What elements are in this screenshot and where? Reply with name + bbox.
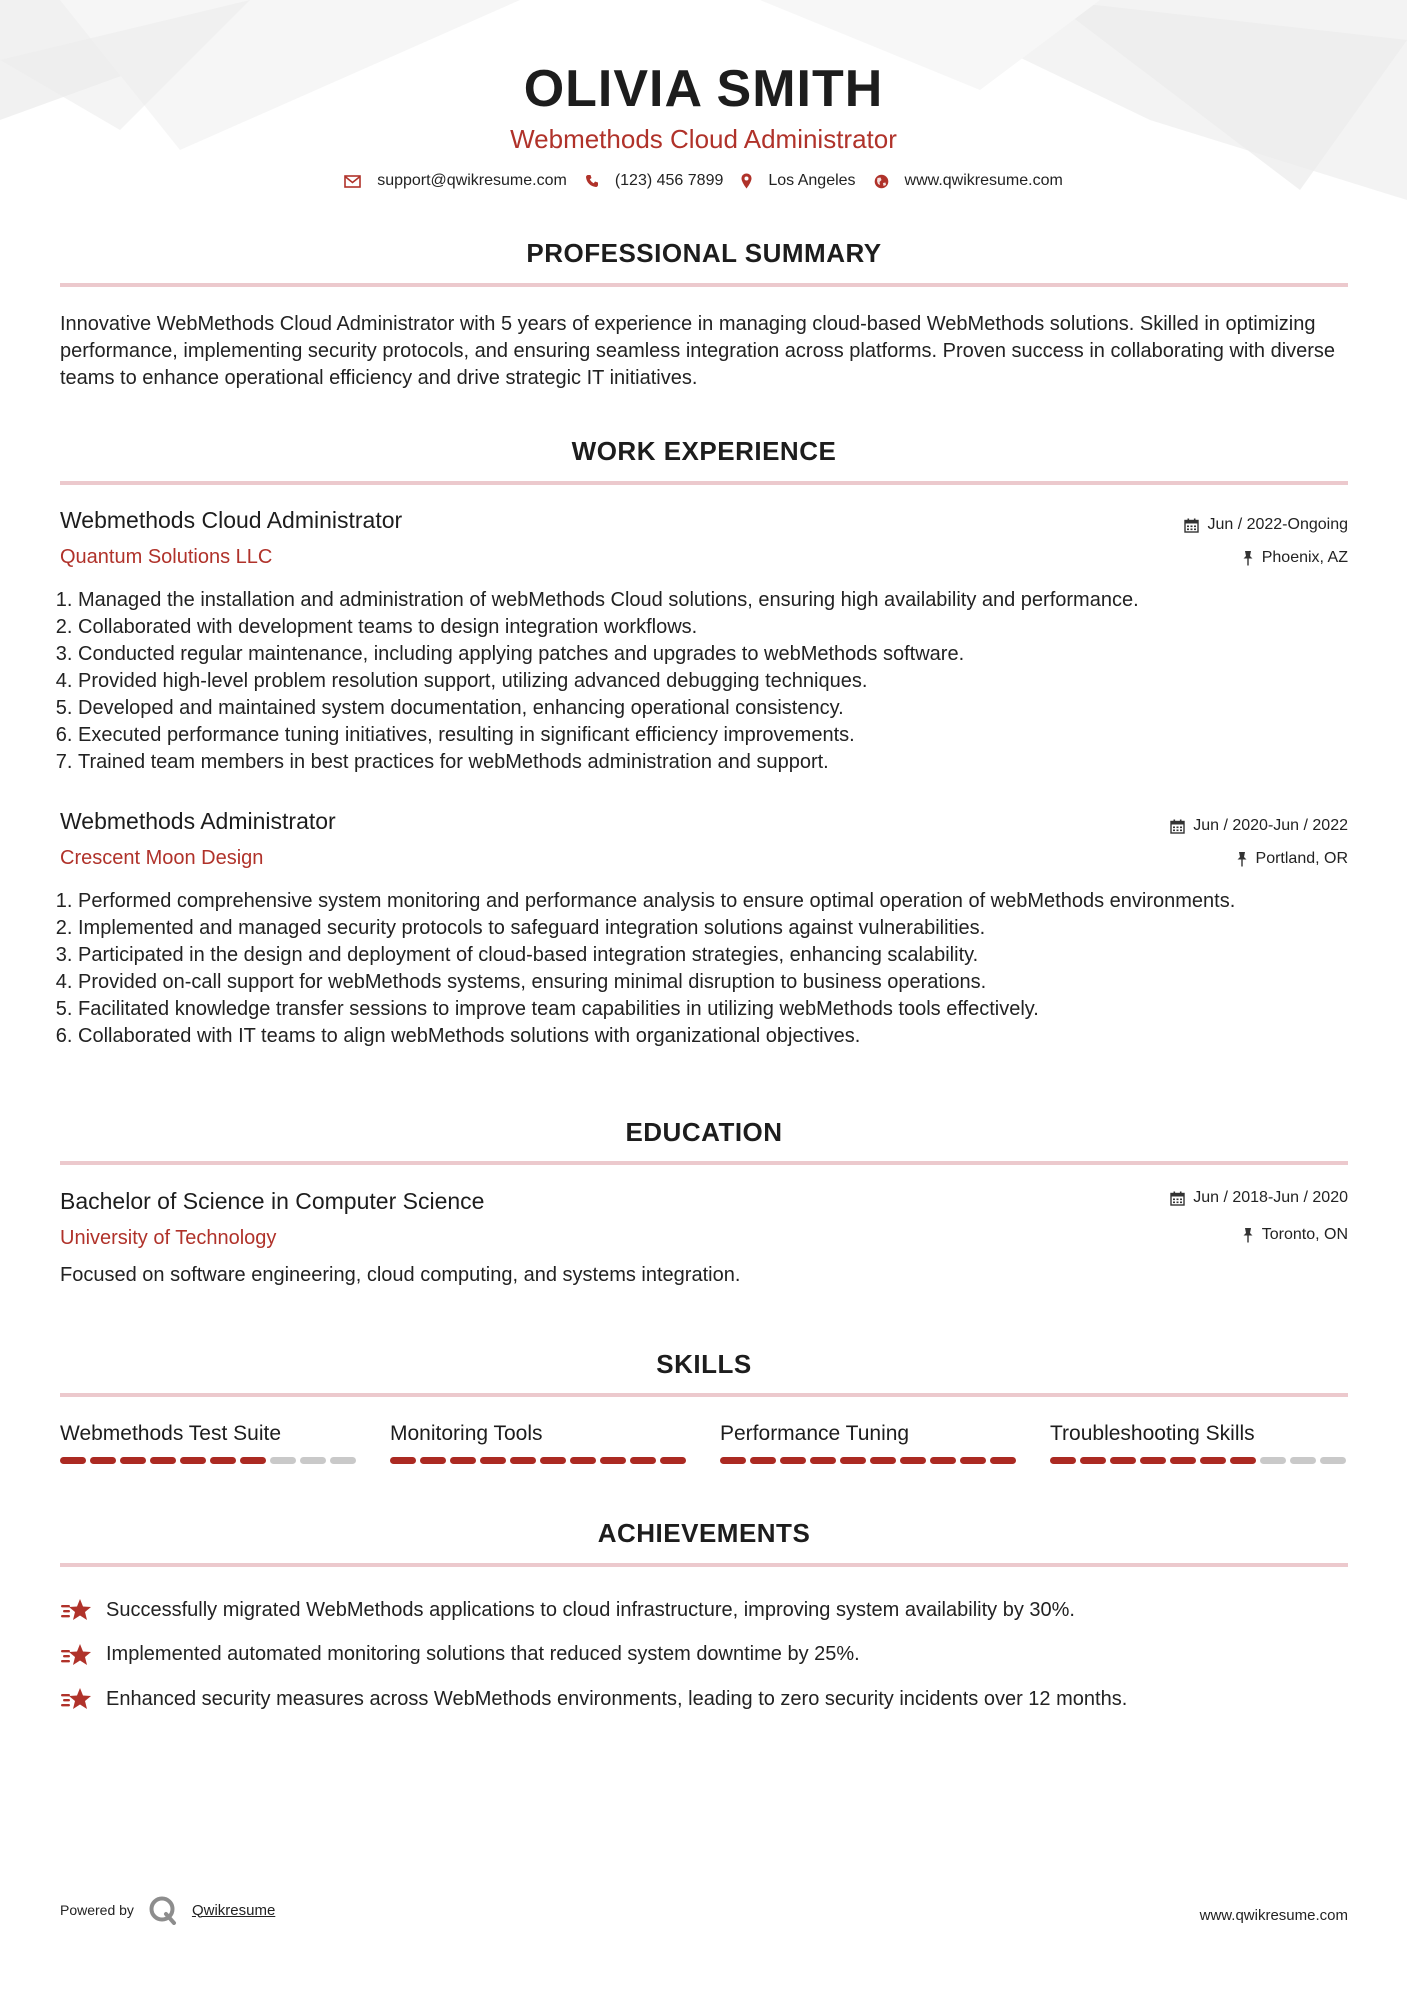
skill-item xyxy=(1050,1420,1350,1464)
list-item: 4. Provided high-level problem resolution support, utilizing advanced debugging techniques. xyxy=(78,668,1378,695)
skill-segment-empty xyxy=(1260,1457,1286,1464)
skill-segment-filled xyxy=(900,1457,926,1464)
star-icon xyxy=(60,1642,92,1668)
skill-name: Performance Tuning xyxy=(720,1422,910,1445)
skill-name: Troubleshooting Skills xyxy=(1050,1422,1255,1445)
job-2-bullets xyxy=(60,888,1378,1050)
candidate-title: Webmethods Cloud Administrator xyxy=(510,124,897,154)
experience-divider xyxy=(60,481,1348,485)
skill-segment-empty xyxy=(330,1457,356,1464)
list-item: 1. Performed comprehensive system monitoring and performance analysis to ensure optimal operation of webMethods environments. xyxy=(78,888,1378,915)
skill-segment-empty xyxy=(1290,1457,1316,1464)
job-2-title: Webmethods Administrator xyxy=(60,808,336,834)
skill-segment-filled xyxy=(810,1457,836,1464)
skill-segment-filled xyxy=(210,1457,236,1464)
star-icon xyxy=(60,1597,92,1623)
envelope-icon xyxy=(344,175,361,188)
skill-segment-filled xyxy=(780,1457,806,1464)
skill-segment-filled xyxy=(960,1457,986,1464)
pushpin-icon xyxy=(1242,1227,1254,1243)
job-1-location xyxy=(1242,549,1348,567)
skill-item xyxy=(60,1420,360,1464)
skill-segment-filled xyxy=(660,1457,686,1464)
education-dates-text: Jun / 2018-Jun / 2020 xyxy=(1193,1189,1348,1206)
website-text: www.qwikresume.com xyxy=(904,172,1063,189)
summary-divider xyxy=(60,283,1348,287)
skill-name: Webmethods Test Suite xyxy=(60,1422,282,1445)
contact-website[interactable] xyxy=(874,172,1063,190)
skill-segment-filled xyxy=(990,1457,1016,1464)
calendar-icon xyxy=(1170,819,1185,834)
footer-powered-by xyxy=(60,1895,275,1925)
email-text: support@qwikresume.com xyxy=(377,172,567,189)
achievements-list xyxy=(60,1588,1350,1722)
skill-segment-filled xyxy=(1230,1457,1256,1464)
education-location-text: Toronto, ON xyxy=(1261,1226,1348,1243)
skill-segment-filled xyxy=(1170,1457,1196,1464)
star-icon xyxy=(60,1686,92,1712)
skill-segment-filled xyxy=(1080,1457,1106,1464)
footer-website[interactable]: www.qwikresume.com xyxy=(1199,1907,1348,1924)
achievement-text: Successfully migrated WebMethods applications to cloud infrastructure, improving system availability by 30%. xyxy=(106,1598,1075,1621)
qwikresume-link[interactable]: Qwikresume xyxy=(191,1901,276,1919)
list-item: 5. Developed and maintained system documentation, enhancing operational consistency. xyxy=(78,695,1378,722)
skills-grid xyxy=(60,1420,1350,1464)
skills-divider xyxy=(60,1393,1348,1397)
pushpin-icon xyxy=(1242,550,1254,566)
list-item: 2. Collaborated with development teams to design integration workflows. xyxy=(78,614,1378,641)
powered-by-label: Powered by xyxy=(60,1902,134,1918)
skill-segment-filled xyxy=(600,1457,626,1464)
calendar-icon xyxy=(1170,1191,1185,1206)
job-2-company: Crescent Moon Design xyxy=(60,847,264,869)
list-item: 2. Implemented and managed security protocols to safeguard integration solutions against vulnerabilities. xyxy=(78,915,1378,942)
skill-segment-empty xyxy=(300,1457,326,1464)
skill-segment-empty xyxy=(270,1457,296,1464)
skill-segment-filled xyxy=(930,1457,956,1464)
location-text: Los Angeles xyxy=(768,172,856,189)
list-item: 5. Facilitated knowledge transfer sessions to improve team capabilities in utilizing webMethods tools effectively. xyxy=(78,996,1378,1023)
education-location xyxy=(1242,1226,1348,1244)
job-1-bullets xyxy=(60,587,1378,776)
skill-segment-filled xyxy=(570,1457,596,1464)
globe-icon xyxy=(874,174,889,189)
skill-segment-filled xyxy=(510,1457,536,1464)
skill-segment-filled xyxy=(90,1457,116,1464)
job-2-dates-text: Jun / 2020-Jun / 2022 xyxy=(1193,817,1348,834)
job-1-dates xyxy=(1184,516,1348,534)
list-item: 6. Executed performance tuning initiatives, resulting in significant efficiency improvements. xyxy=(78,722,1378,749)
skill-segment-filled xyxy=(420,1457,446,1464)
list-item xyxy=(60,1677,1350,1722)
contact-email[interactable] xyxy=(344,172,567,190)
skill-segment-filled xyxy=(480,1457,506,1464)
skill-segment-filled xyxy=(720,1457,746,1464)
achievements-heading: ACHIEVEMENTS xyxy=(597,1518,811,1548)
skill-segment-filled xyxy=(150,1457,176,1464)
skill-segment-filled xyxy=(630,1457,656,1464)
skill-segment-filled xyxy=(240,1457,266,1464)
pushpin-icon xyxy=(1236,851,1248,867)
job-1-dates-text: Jun / 2022-Ongoing xyxy=(1207,516,1348,533)
list-item: 3. Conducted regular maintenance, including applying patches and upgrades to webMethods software. xyxy=(78,641,1378,668)
skill-segment-filled xyxy=(870,1457,896,1464)
job-2-location xyxy=(1236,850,1348,868)
skills-heading: SKILLS xyxy=(656,1349,752,1379)
education-description: Focused on software engineering, cloud computing, and systems integration. xyxy=(60,1264,741,1286)
list-item: 7. Trained team members in best practices for webMethods administration and support. xyxy=(78,749,1378,776)
phone-icon xyxy=(585,174,599,188)
job-1-company: Quantum Solutions LLC xyxy=(60,546,273,568)
job-1-title: Webmethods Cloud Administrator xyxy=(60,507,403,533)
skill-level-bar xyxy=(390,1457,690,1464)
list-item: 6. Collaborated with IT teams to align webMethods solutions with organizational objectives. xyxy=(78,1023,1378,1050)
list-item xyxy=(60,1588,1350,1633)
list-item xyxy=(60,1633,1350,1678)
education-dates xyxy=(1170,1189,1348,1207)
list-item: 3. Participated in the design and deployment of cloud-based integration strategies, enhancing scalability. xyxy=(78,942,1378,969)
skill-segment-filled xyxy=(450,1457,476,1464)
list-item: 4. Provided on-call support for webMethods systems, ensuring minimal disruption to business operations. xyxy=(78,969,1378,996)
skill-level-bar xyxy=(1050,1457,1350,1464)
contact-location xyxy=(741,172,855,190)
education-degree: Bachelor of Science in Computer Science xyxy=(60,1188,485,1214)
skill-item xyxy=(390,1420,690,1464)
skill-segment-filled xyxy=(1200,1457,1226,1464)
skill-segment-filled xyxy=(1050,1457,1076,1464)
skill-segment-filled xyxy=(1110,1457,1136,1464)
contact-phone[interactable] xyxy=(585,172,724,190)
skill-segment-filled xyxy=(60,1457,86,1464)
summary-text: Innovative WebMethods Cloud Administrator with 5 years of experience in managing cloud-based WebMethods solutions. Skilled in optimizing performance, implementing security protocols, and ensuring seamless integration across platforms. Proven success in collaborating with diverse teams to enhance operational efficiency and drive strategic IT initiatives. xyxy=(60,313,1336,389)
contact-bar xyxy=(0,172,1407,190)
resume-header xyxy=(0,58,1407,156)
education-heading: EDUCATION xyxy=(625,1117,783,1147)
skill-segment-filled xyxy=(390,1457,416,1464)
skill-segment-filled xyxy=(840,1457,866,1464)
skill-item xyxy=(720,1420,1020,1464)
education-school: University of Technology xyxy=(60,1227,277,1249)
achievements-divider xyxy=(60,1563,1348,1567)
skill-level-bar xyxy=(720,1457,1020,1464)
job-2-location-text: Portland, OR xyxy=(1255,850,1348,867)
achievement-text: Implemented automated monitoring solutions that reduced system downtime by 25%. xyxy=(106,1643,860,1666)
education-divider xyxy=(60,1161,1348,1165)
achievement-text: Enhanced security measures across WebMethods environments, leading to zero security incidents over 12 months. xyxy=(106,1687,1128,1710)
skill-segment-empty xyxy=(1320,1457,1346,1464)
qwikresume-logo-icon xyxy=(148,1895,178,1925)
calendar-icon xyxy=(1184,518,1199,533)
summary-heading: PROFESSIONAL SUMMARY xyxy=(526,238,882,268)
experience-heading: WORK EXPERIENCE xyxy=(571,436,837,466)
job-2-dates xyxy=(1170,817,1348,835)
phone-text: (123) 456 7899 xyxy=(614,172,724,189)
list-item: 1. Managed the installation and administration of webMethods Cloud solutions, ensuring high availability and performance. xyxy=(78,587,1378,614)
skill-name: Monitoring Tools xyxy=(390,1422,543,1445)
skill-segment-filled xyxy=(120,1457,146,1464)
skill-segment-filled xyxy=(540,1457,566,1464)
skill-segment-filled xyxy=(750,1457,776,1464)
skill-segment-filled xyxy=(180,1457,206,1464)
map-pin-icon xyxy=(741,173,752,189)
skill-level-bar xyxy=(60,1457,360,1464)
skill-segment-filled xyxy=(1140,1457,1166,1464)
candidate-name: OLIVIA SMITH xyxy=(523,60,884,118)
job-1-location-text: Phoenix, AZ xyxy=(1261,549,1348,566)
